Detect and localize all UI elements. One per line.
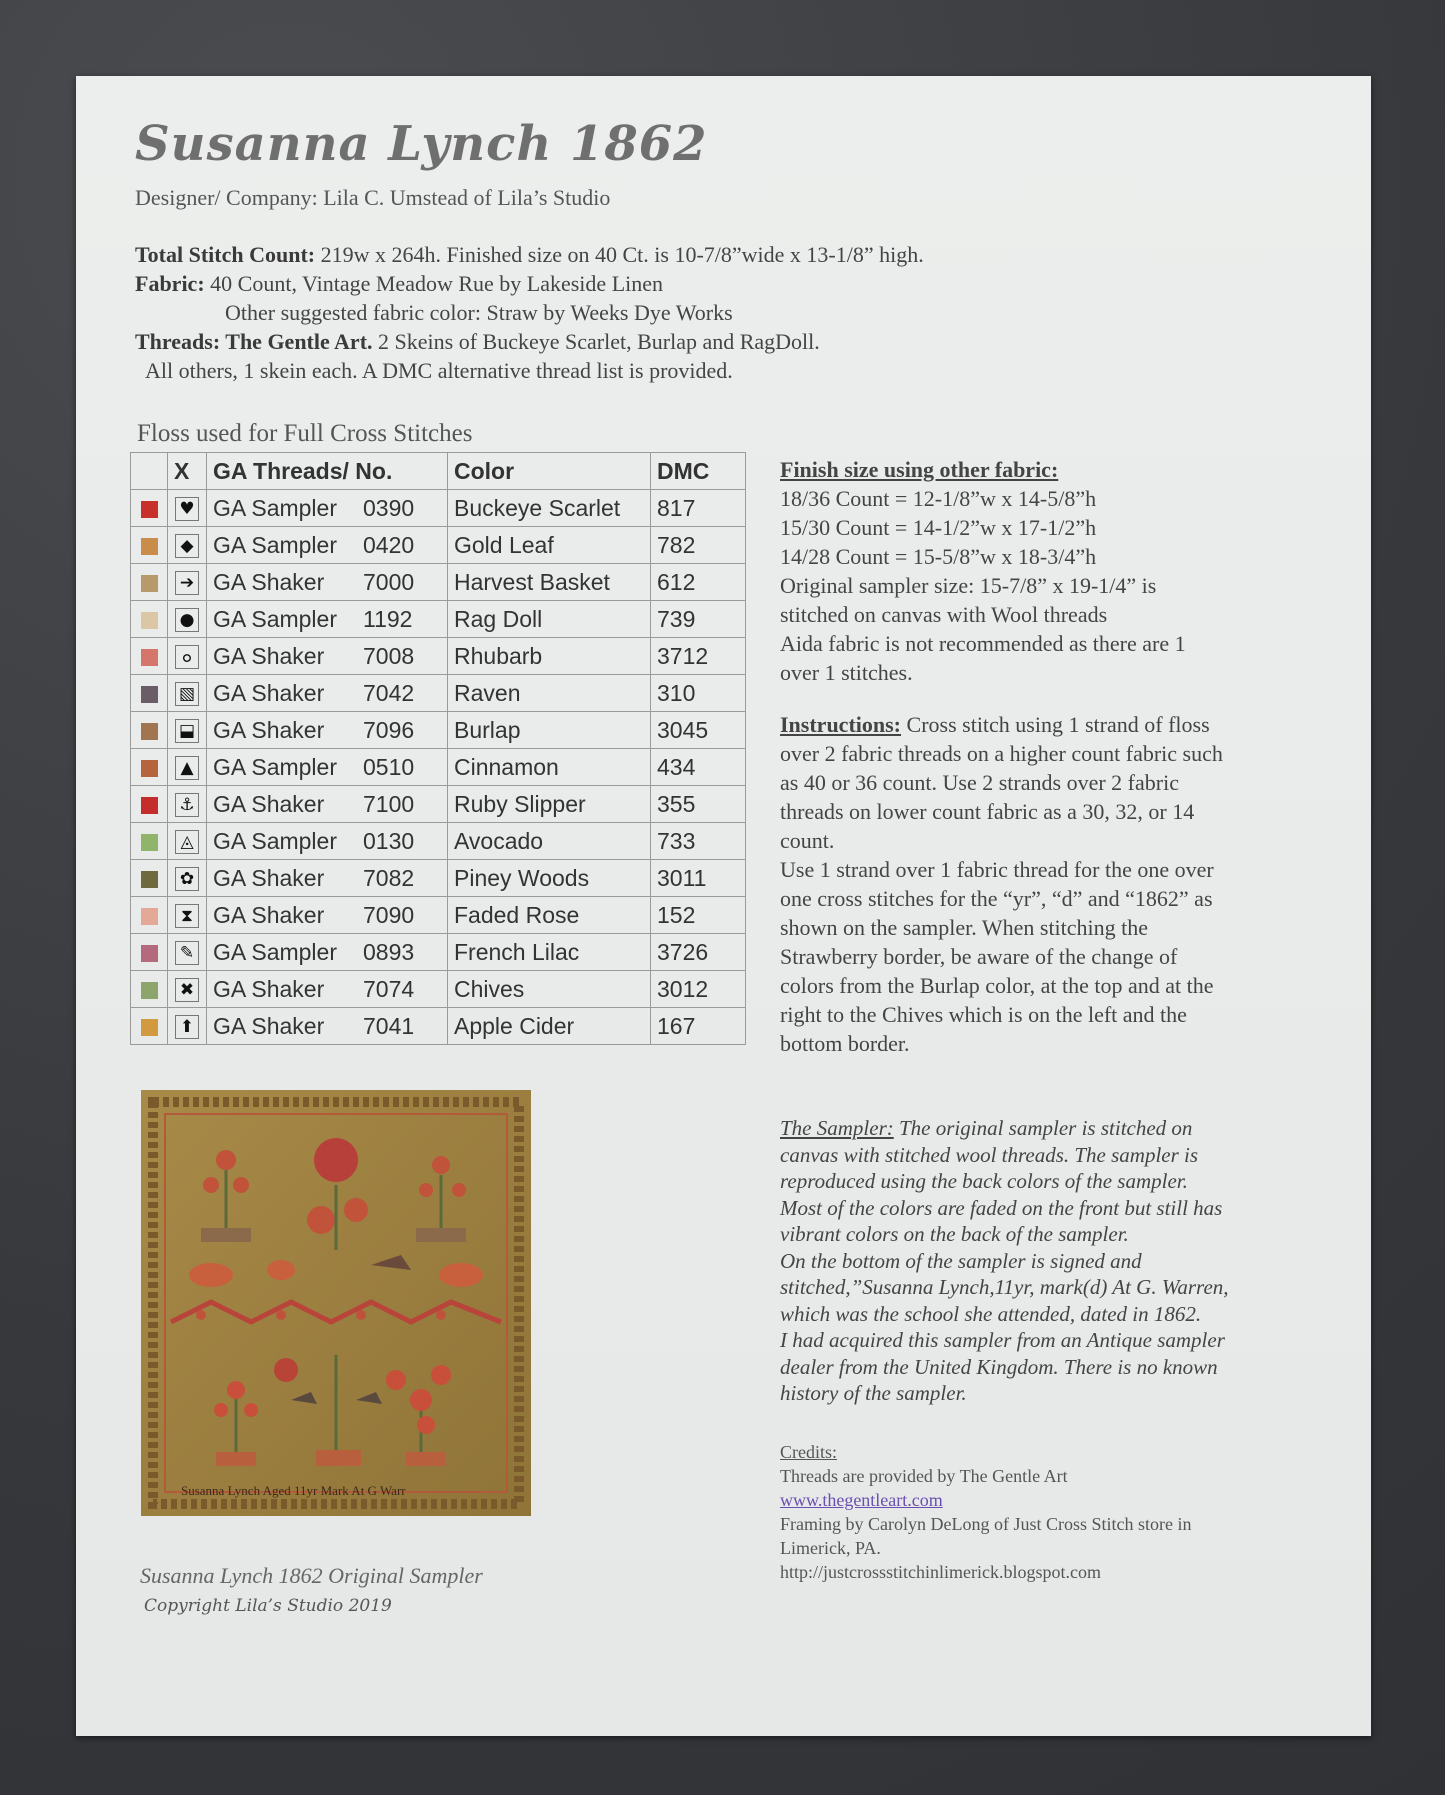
thread-number: 0390 [363,494,415,521]
floss-row [131,971,746,1008]
color-swatch [141,908,158,925]
swatch-cell [131,527,168,564]
thread-number: 7008 [363,642,415,669]
symbol-cell [168,934,207,971]
triangle-icon: ▲ [175,756,199,780]
finish-line: Aida fabric is not recommended as there are 1 over 1 stitches. [780,631,1186,685]
symbol-cell [168,638,207,675]
threads-text-2: All others, 1 skein each. A DMC alternative thread list is provided. [145,358,733,383]
swatch-cell [131,564,168,601]
pencil-icon: ✎ [175,941,199,965]
color-swatch [141,612,158,629]
thread-line: GA Shaker [213,679,325,706]
sampler-photo [141,1090,531,1516]
thread-cell [207,934,448,971]
dmc-header: DMC [651,453,746,490]
floss-row [131,490,746,527]
swatch-cell [131,971,168,1008]
swatch-header [131,453,168,490]
symbol-cell [168,527,207,564]
sampler-illustration [141,1090,531,1516]
symbol-cell [168,749,207,786]
floss-table [130,452,746,1045]
thread-number: 0893 [363,938,415,965]
specs-block [135,240,924,385]
floss-row [131,749,746,786]
color-name: Cinnamon [448,749,651,786]
thread-cell [207,1008,448,1045]
floss-heading: Floss used for Full Cross Stitches [137,420,473,447]
swatch-cell [131,749,168,786]
symbol-cell [168,823,207,860]
color-swatch [141,538,158,555]
thread-line: GA Shaker [213,790,325,817]
finish-line: 15/30 Count = 14-1/2”w x 17-1/2”h [780,515,1097,540]
thread-number: 7090 [363,901,415,928]
color-swatch [141,686,158,703]
thread-number: 7082 [363,864,415,891]
thread-number: 0130 [363,827,415,854]
diamond-icon: ◆ [175,534,199,558]
thread-cell [207,860,448,897]
credits-heading: Credits: [780,1442,837,1462]
anchor-icon: ⚓ [175,793,199,817]
dmc-number: 733 [651,823,746,860]
floss-row [131,860,746,897]
symbol-cell [168,897,207,934]
symbol-cell [168,564,207,601]
fabric-label: Fabric: [135,271,205,296]
thread-line: GA Shaker [213,864,325,891]
thread-cell [207,786,448,823]
triangle-outline-icon: ◬ [175,830,199,854]
dmc-number: 3012 [651,971,746,1008]
swatch-cell [131,786,168,823]
x-icon: ✖ [175,978,199,1002]
dmc-number: 152 [651,897,746,934]
hatch-icon: ▧ [175,682,199,706]
thread-number: 7000 [363,568,415,595]
floss-row [131,897,746,934]
thread-cell [207,638,448,675]
thread-cell [207,712,448,749]
thread-cell [207,601,448,638]
color-name: Apple Cider [448,1008,651,1045]
sampler-note-p1: The original sampler is stitched on canvas with stitched wool threads. The sampler is reproduced using the back colors of the sampler. Most of the colors are faded on the front but still has vibrant colors on the back of the sampler. [780,1116,1223,1246]
floss-row [131,823,746,860]
color-name: Burlap [448,712,651,749]
swatch-cell [131,601,168,638]
thread-line: GA Shaker [213,975,325,1002]
thread-number: 0420 [363,531,415,558]
credits-block [780,1440,1230,1584]
color-header: Color [448,453,651,490]
thread-cell [207,527,448,564]
thread-cell [207,897,448,934]
swatch-cell [131,1008,168,1045]
floss-row [131,934,746,971]
thread-cell [207,749,448,786]
thread-line: GA Shaker [213,568,325,595]
dmc-number: 782 [651,527,746,564]
dmc-number: 3011 [651,860,746,897]
floss-rows [131,490,746,1045]
color-swatch [141,871,158,888]
instructions-text-2: Use 1 strand over 1 fabric thread for the one over one cross stitches for the “yr”, “d” and “1862” as shown on the sampler. When stitching the Strawberry border, be aware of the change of colors from the Burlap color, at the top and at the right to the Chives which is on the left and the bottom border. [780,857,1214,1056]
thread-cell [207,971,448,1008]
dmc-number: 3726 [651,934,746,971]
floss-row [131,638,746,675]
color-name: Chives [448,971,651,1008]
color-swatch [141,1019,158,1036]
heart-icon: ♥ [175,497,199,521]
thread-line: GA Shaker [213,1012,325,1039]
thread-line: GA Sampler [213,827,337,854]
floss-row [131,1008,746,1045]
dmc-number: 817 [651,490,746,527]
stitch-count-text: 219w x 264h. Finished size on 40 Ct. is 10-7/8”wide x 13-1/8” high. [315,242,924,267]
color-swatch [141,723,158,740]
dmc-number: 739 [651,601,746,638]
color-name: Ruby Slipper [448,786,651,823]
symbol-cell [168,712,207,749]
floss-row [131,564,746,601]
floss-row [131,675,746,712]
thread-number: 7100 [363,790,415,817]
photo-caption: Susanna Lynch 1862 Original Sampler [140,1563,483,1588]
thread-cell [207,823,448,860]
thread-number: 7041 [363,1012,415,1039]
thread-line: GA Shaker [213,901,325,928]
sampler-signature: Susanna Lynch Aged 11yr Mark At G Warr [181,1483,406,1498]
thread-number: 1192 [363,605,413,632]
color-swatch [141,982,158,999]
finish-line: 18/36 Count = 12-1/8”w x 14-5/8”h [780,486,1097,511]
thread-line: GA Shaker [213,642,325,669]
thread-cell [207,490,448,527]
half-square-icon: ⬓ [175,719,199,743]
floss-row [131,527,746,564]
arrow-right-icon: ➔ [175,571,199,595]
thread-line: GA Sampler [213,753,337,780]
color-name: Faded Rose [448,897,651,934]
circle-icon: ● [175,608,199,632]
swatch-cell [131,490,168,527]
finish-line: 14/28 Count = 15-5/8”w x 18-3/4”h [780,544,1097,569]
instructions-block [780,710,1230,1058]
color-name: Gold Leaf [448,527,651,564]
color-name: Rag Doll [448,601,651,638]
symbol-cell [168,490,207,527]
finish-size-block [780,455,1230,687]
color-name: French Lilac [448,934,651,971]
finish-heading: Finish size using other fabric: [780,457,1059,482]
dmc-number: 310 [651,675,746,712]
symbol-cell [168,786,207,823]
color-swatch [141,575,158,592]
floss-row [131,712,746,749]
instructions-text: Cross stitch using 1 strand of floss over 2 fabric threads on a higher count fabric such as 40 or 36 count. Use 2 strands over 2 fabric threads on lower count fabric as a 30, 32, or 14 count. [780,712,1223,853]
thread-cell [207,675,448,712]
swatch-cell [131,675,168,712]
flower-icon: ✿ [175,867,199,891]
sampler-note [780,1115,1230,1407]
color-swatch [141,797,158,814]
credits-line: Framing by Carolyn DeLong of Just Cross Stitch store in Limerick, PA. [780,1514,1192,1558]
fabric-text: 40 Count, Vintage Meadow Rue by Lakeside Linen [204,271,664,296]
floss-row [131,786,746,823]
threads-text: 2 Skeins of Buckeye Scarlet, Burlap and RagDoll. [372,329,820,354]
color-swatch [141,760,158,777]
sampler-note-p3: I had acquired this sampler from an Antique sampler dealer from the United Kingdom. There is no known history of the sampler. [780,1328,1225,1405]
designer-line: Designer/ Company: Lila C. Umstead of Lila’s Studio [135,185,611,210]
color-name: Avocado [448,823,651,860]
symbol-cell [168,675,207,712]
symbol-cell [168,601,207,638]
dmc-number: 355 [651,786,746,823]
thread-number: 7074 [363,975,415,1002]
swatch-cell [131,934,168,971]
finish-line: Original sampler size: 15-7/8” x 19-1/4” is stitched on canvas with Wool threads [780,573,1157,627]
thread-line: GA Shaker [213,716,325,743]
arrow-up-icon: ⬆ [175,1015,199,1039]
thread-header: GA Threads/ No. [207,453,448,490]
dmc-number: 167 [651,1008,746,1045]
symbol-header: X [168,453,207,490]
symbol-cell [168,860,207,897]
stitch-count-label: Total Stitch Count: [135,242,316,267]
fabric-alt: Other suggested fabric color: Straw by Weeks Dye Works [225,300,733,325]
thread-line: GA Sampler [213,531,337,558]
threads-label: Threads: The Gentle Art. [135,329,373,354]
color-name: Rhubarb [448,638,651,675]
dmc-number: 3712 [651,638,746,675]
dmc-number: 612 [651,564,746,601]
credits-line: Threads are provided by The Gentle Art [780,1466,1068,1486]
swatch-cell [131,860,168,897]
copyright: Copyright Lila’s Studio 2019 [144,1596,392,1616]
thread-cell [207,564,448,601]
swatch-cell [131,712,168,749]
swatch-cell [131,638,168,675]
color-swatch [141,649,158,666]
thread-line: GA Sampler [213,605,337,632]
symbol-cell [168,971,207,1008]
color-swatch [141,945,158,962]
page-title: Susanna Lynch 1862 [135,116,708,172]
floss-row [131,601,746,638]
thread-line: GA Sampler [213,938,337,965]
dmc-number: 3045 [651,712,746,749]
thread-number: 7096 [363,716,415,743]
sampler-note-heading: The Sampler: [780,1116,894,1140]
swatch-cell [131,897,168,934]
thread-line: GA Sampler [213,494,337,521]
thread-number: 7042 [363,679,415,706]
color-name: Raven [448,675,651,712]
floss-header-row [131,453,746,490]
color-swatch [141,501,158,518]
dmc-number: 434 [651,749,746,786]
swatch-cell [131,823,168,860]
hourglass-icon: ⧗ [175,904,199,928]
thread-number: 0510 [363,753,415,780]
instructions-heading: Instructions: [780,712,902,737]
sampler-note-p2: On the bottom of the sampler is signed and stitched,”Susanna Lynch,11yr, mark(d) At G. Warren, which was the school she attended, dated in 1862. [780,1248,1229,1326]
color-name: Harvest Basket [448,564,651,601]
color-name: Piney Woods [448,860,651,897]
credits-url: http://justcrossstitchinlimerick.blogspot.com [780,1562,1101,1582]
color-name: Buckeye Scarlet [448,490,651,527]
color-swatch [141,834,158,851]
symbol-cell [168,1008,207,1045]
spiral-icon: ๐ [175,645,199,669]
gentle-art-link[interactable]: www.thegentleart.com [780,1490,943,1510]
